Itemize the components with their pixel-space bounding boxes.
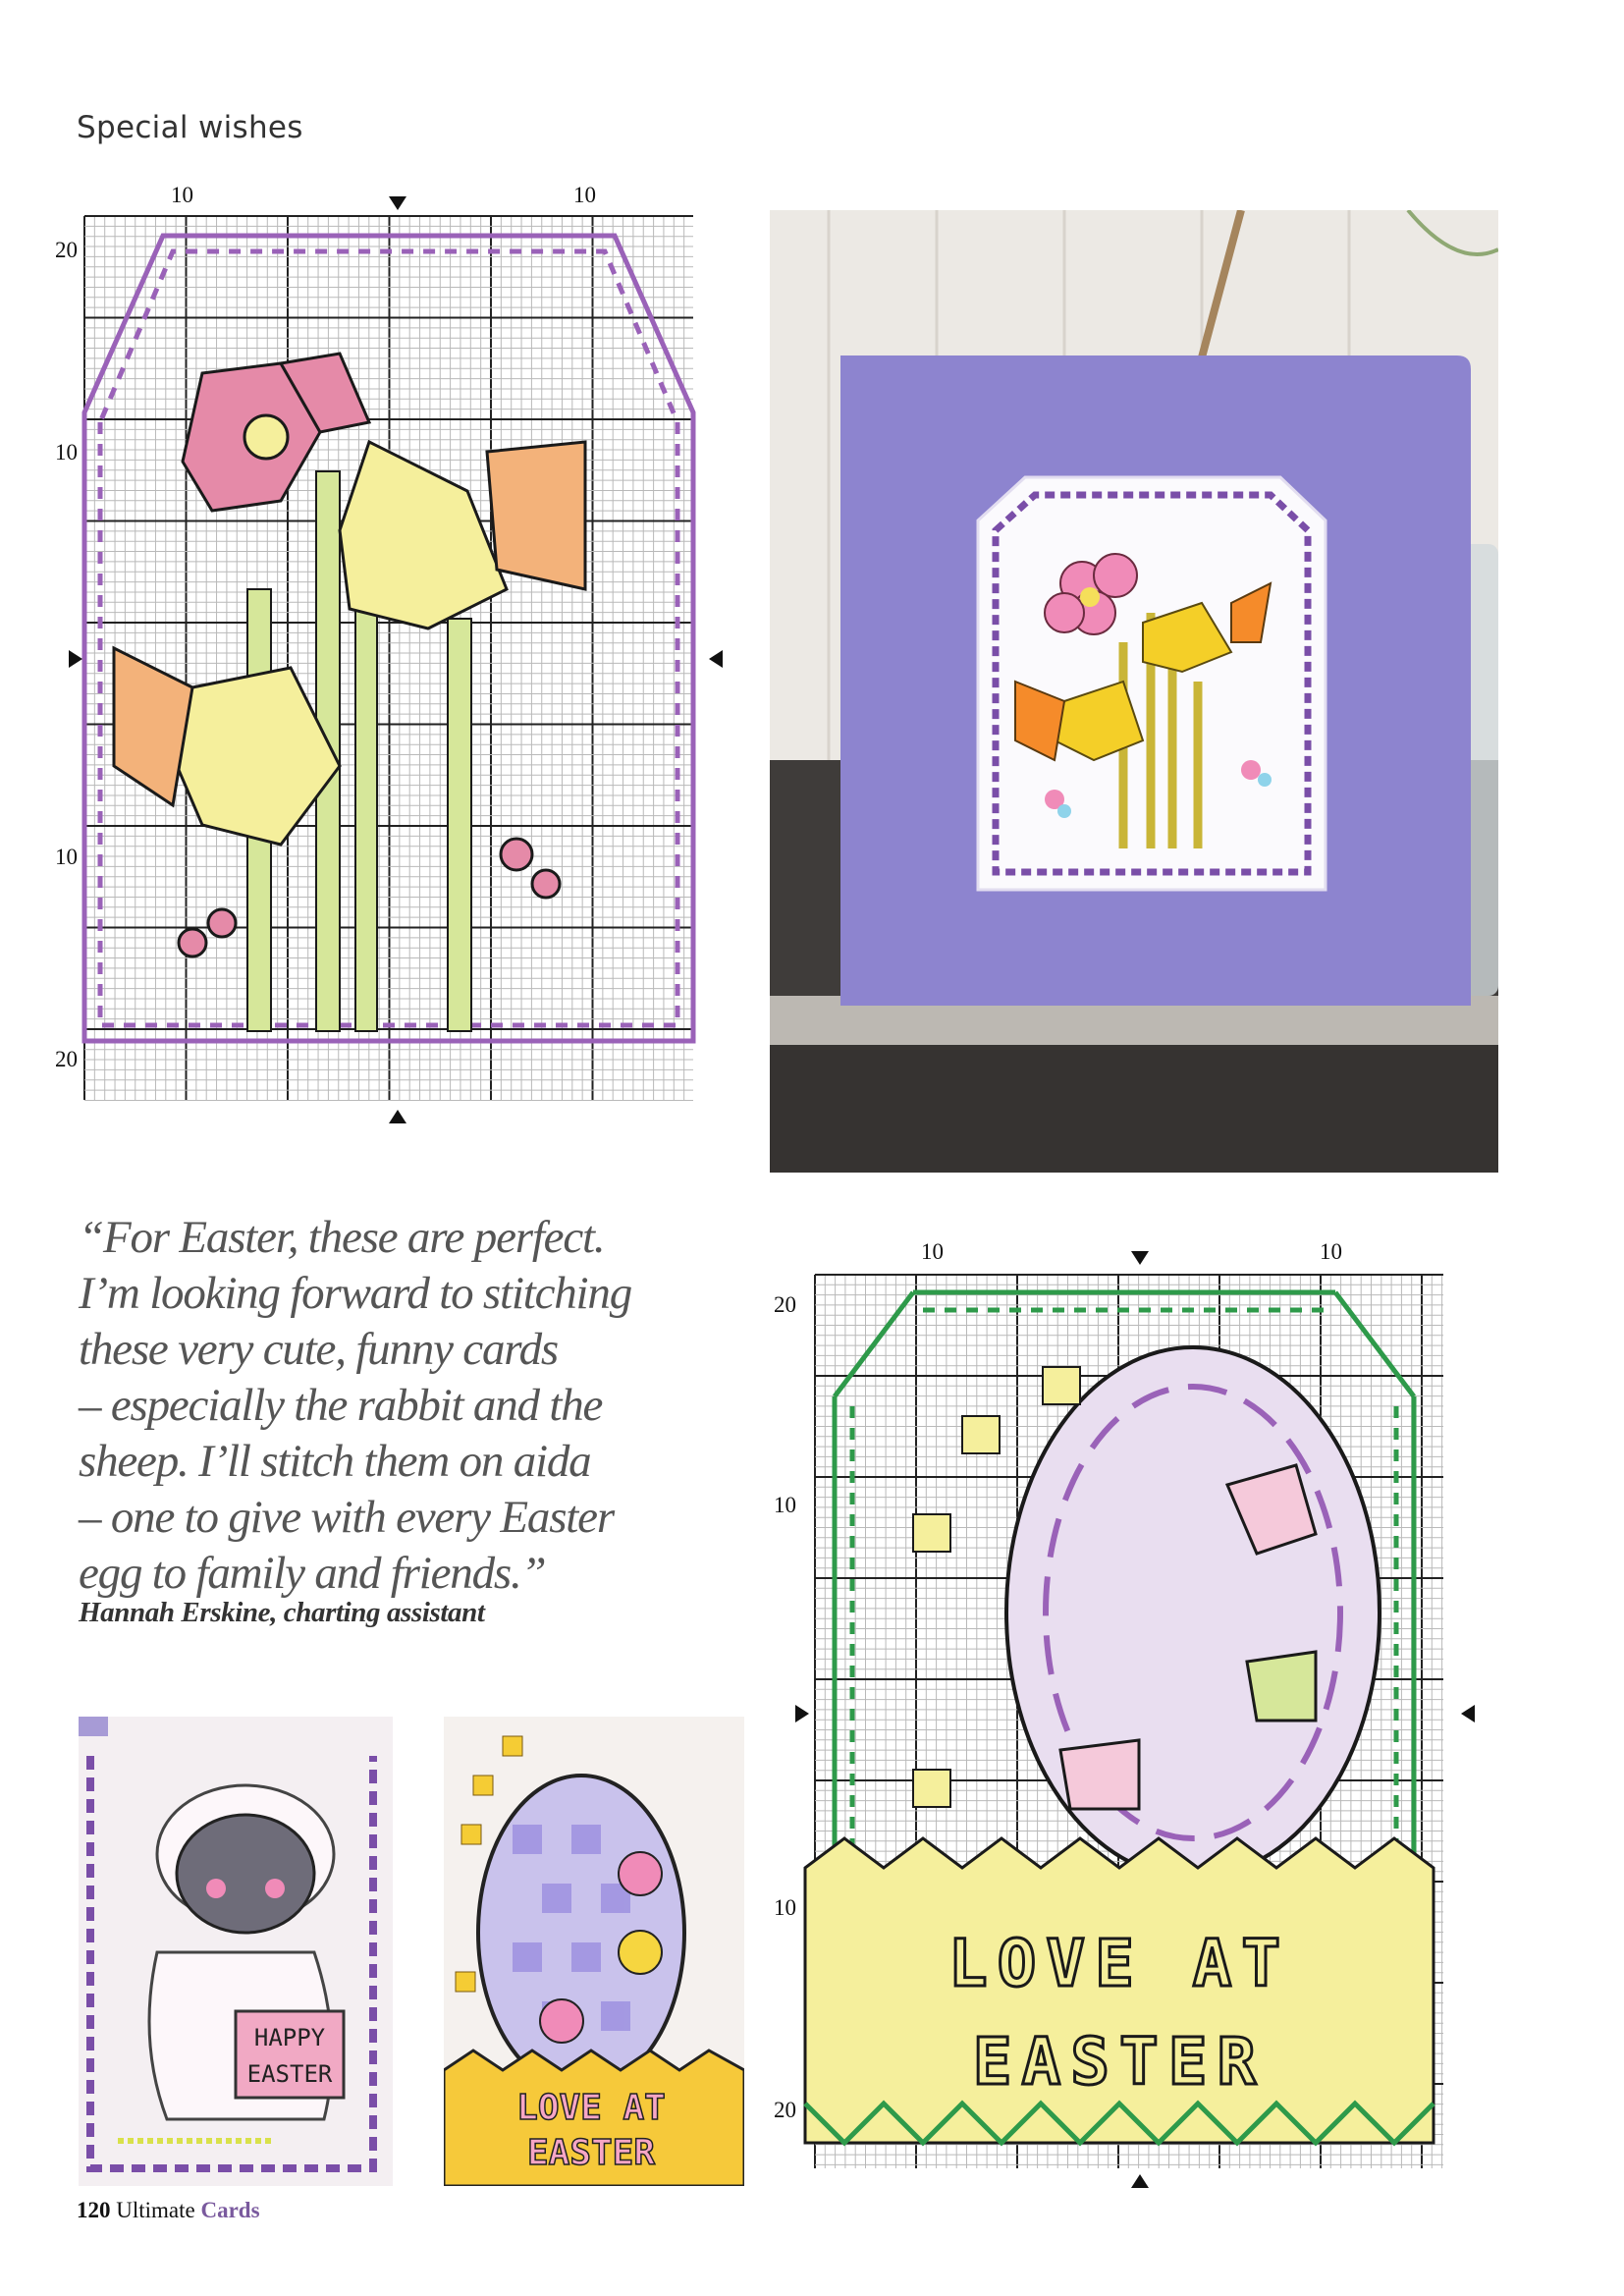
quote-attribution: Hannah Erskine, charting assistant bbox=[79, 1597, 485, 1628]
egg-chart-left-label-1: 20 bbox=[774, 1292, 796, 1317]
egg-chart bbox=[766, 1239, 1492, 2202]
sheep-card-text-line-1: HAPPY bbox=[253, 2024, 326, 2051]
flower-chart bbox=[55, 177, 762, 1139]
egg-card-text-line-2: EASTER bbox=[526, 2133, 656, 2173]
egg-card-text-line-1: LOVE AT bbox=[516, 2088, 666, 2128]
center-markers bbox=[69, 196, 723, 1123]
quote-line-5: sheep. I’ll stitch them on aida bbox=[79, 1436, 591, 1487]
publication-brand: Cards bbox=[200, 2198, 260, 2222]
egg-shape bbox=[1006, 1347, 1380, 1878]
chart-left-label-1: 20 bbox=[55, 238, 78, 262]
egg-chart-left-label-3: 10 bbox=[774, 1895, 796, 1920]
chart-left-label-4: 20 bbox=[55, 1047, 78, 1071]
chart-left-label-2: 10 bbox=[55, 440, 78, 465]
quote-line-4: – especially the rabbit and the bbox=[79, 1380, 603, 1431]
egg-chart-top-label-right: 10 bbox=[1320, 1239, 1342, 1264]
egg-chart-left-label-2: 10 bbox=[774, 1493, 796, 1517]
flower-chart-grid bbox=[55, 177, 762, 1139]
sheep-card-text-line-2: EASTER bbox=[246, 2060, 333, 2088]
publication-name: Ultimate bbox=[116, 2198, 195, 2222]
chart-top-label-right: 10 bbox=[573, 183, 596, 207]
page-footer bbox=[77, 2198, 260, 2223]
quote-line-7: egg to family and friends.” bbox=[79, 1548, 546, 1599]
egg-chart-left-label-4: 20 bbox=[774, 2098, 796, 2122]
quote-line-6: – one to give with every Easter bbox=[79, 1492, 614, 1543]
section-title: Special wishes bbox=[77, 110, 303, 145]
sheep-card-photo bbox=[79, 1717, 393, 2186]
pink-flower bbox=[183, 354, 369, 511]
quote-line-2: I’m looking forward to stitching bbox=[79, 1268, 632, 1319]
egg-chart-grid bbox=[766, 1239, 1492, 2202]
chart-left-label-3: 10 bbox=[55, 845, 78, 869]
quote-text bbox=[79, 1210, 707, 1602]
page-number: 120 bbox=[77, 2198, 111, 2222]
egg-chart-top-label-left: 10 bbox=[921, 1239, 944, 1264]
flower-card-photo bbox=[770, 210, 1498, 1173]
chart-top-label-left: 10 bbox=[171, 183, 193, 207]
egg-chart-text-line-2: EASTER bbox=[972, 2024, 1267, 2100]
egg-card-photo bbox=[444, 1717, 744, 2186]
quote-line-1: “For Easter, these are perfect. bbox=[79, 1212, 605, 1263]
egg-chart-text-line-1: LOVE AT bbox=[947, 1926, 1291, 2001]
quote-line-3: these very cute, funny cards bbox=[79, 1324, 558, 1375]
